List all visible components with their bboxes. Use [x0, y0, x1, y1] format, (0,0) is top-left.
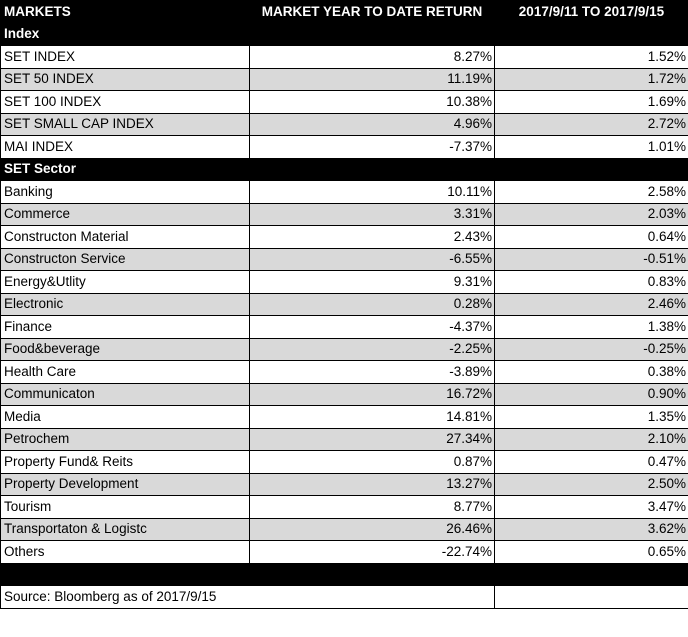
ytd-return-cell: 4.96%	[250, 113, 495, 136]
market-name-cell: Energy&Utlity	[1, 271, 250, 294]
week-return-cell: 2.10%	[495, 428, 688, 451]
table-row	[1, 181, 688, 204]
spacer-cell	[1, 563, 688, 585]
table-row	[1, 68, 688, 91]
market-name-cell: Media	[1, 406, 250, 429]
header-markets: MARKETS	[1, 1, 250, 24]
week-return-cell: 1.35%	[495, 406, 688, 429]
table-row	[1, 541, 688, 564]
week-return-cell: 0.65%	[495, 541, 688, 564]
ytd-return-cell: 10.11%	[250, 181, 495, 204]
market-name-cell: Tourism	[1, 496, 250, 519]
table-row	[1, 271, 688, 294]
header-ytd-return: MARKET YEAR TO DATE RETURN	[250, 1, 495, 24]
ytd-return-cell: 3.31%	[250, 203, 495, 226]
ytd-return-cell: -3.89%	[250, 361, 495, 384]
ytd-return-cell: -7.37%	[250, 136, 495, 159]
table-row	[1, 338, 688, 361]
market-name-cell: Constructon Service	[1, 248, 250, 271]
ytd-return-cell: 8.27%	[250, 46, 495, 69]
market-name-cell: MAI INDEX	[1, 136, 250, 159]
table-row	[1, 203, 688, 226]
source-row	[1, 585, 688, 608]
week-return-cell: 2.03%	[495, 203, 688, 226]
market-name-cell: SET SMALL CAP INDEX	[1, 113, 250, 136]
week-return-cell: 1.72%	[495, 68, 688, 91]
market-name-cell: SET INDEX	[1, 46, 250, 69]
week-return-cell: 2.46%	[495, 293, 688, 316]
market-name-cell: Property Development	[1, 473, 250, 496]
market-name-cell: Others	[1, 541, 250, 564]
ytd-return-cell: 0.28%	[250, 293, 495, 316]
ytd-return-cell: 16.72%	[250, 383, 495, 406]
ytd-return-cell: 9.31%	[250, 271, 495, 294]
market-name-cell: Banking	[1, 181, 250, 204]
header-row	[1, 1, 688, 24]
table-row	[1, 91, 688, 114]
week-return-cell: -0.25%	[495, 338, 688, 361]
market-name-cell: Electronic	[1, 293, 250, 316]
week-return-cell: 0.83%	[495, 271, 688, 294]
ytd-return-cell: 14.81%	[250, 406, 495, 429]
ytd-return-cell: 26.46%	[250, 518, 495, 541]
market-name-cell: Food&beverage	[1, 338, 250, 361]
section-title-sector: SET Sector	[1, 158, 688, 181]
market-name-cell: Commerce	[1, 203, 250, 226]
week-return-cell: 0.64%	[495, 226, 688, 249]
table-row	[1, 428, 688, 451]
table-row	[1, 226, 688, 249]
table-row	[1, 293, 688, 316]
table-row	[1, 451, 688, 474]
ytd-return-cell: 10.38%	[250, 91, 495, 114]
ytd-return-cell: 11.19%	[250, 68, 495, 91]
ytd-return-cell: 0.87%	[250, 451, 495, 474]
source-blank-cell	[495, 585, 688, 608]
market-name-cell: Transportaton & Logistc	[1, 518, 250, 541]
market-name-cell: SET 100 INDEX	[1, 91, 250, 114]
ytd-return-cell: -22.74%	[250, 541, 495, 564]
section-title-index: Index	[1, 23, 688, 46]
table-row	[1, 383, 688, 406]
week-return-cell: 1.52%	[495, 46, 688, 69]
week-return-cell: 3.47%	[495, 496, 688, 519]
table-row	[1, 518, 688, 541]
market-name-cell: Constructon Material	[1, 226, 250, 249]
week-return-cell: 1.69%	[495, 91, 688, 114]
spacer-row	[1, 563, 688, 585]
header-week-range: 2017/9/11 TO 2017/9/15	[495, 1, 688, 24]
ytd-return-cell: -4.37%	[250, 316, 495, 339]
week-return-cell: 0.47%	[495, 451, 688, 474]
ytd-return-cell: 8.77%	[250, 496, 495, 519]
week-return-cell: 2.58%	[495, 181, 688, 204]
market-name-cell: SET 50 INDEX	[1, 68, 250, 91]
ytd-return-cell: -2.25%	[250, 338, 495, 361]
table-row	[1, 406, 688, 429]
week-return-cell: 1.38%	[495, 316, 688, 339]
week-return-cell: 1.01%	[495, 136, 688, 159]
week-return-cell: 2.72%	[495, 113, 688, 136]
table-row	[1, 46, 688, 69]
source-note: Source: Bloomberg as of 2017/9/15	[1, 585, 495, 608]
ytd-return-cell: 2.43%	[250, 226, 495, 249]
section-header-sector	[1, 158, 688, 181]
table-row	[1, 113, 688, 136]
table-row	[1, 316, 688, 339]
week-return-cell: 3.62%	[495, 518, 688, 541]
ytd-return-cell: 13.27%	[250, 473, 495, 496]
market-name-cell: Communicaton	[1, 383, 250, 406]
market-name-cell: Finance	[1, 316, 250, 339]
table-row	[1, 136, 688, 159]
market-name-cell: Property Fund& Reits	[1, 451, 250, 474]
market-name-cell: Health Care	[1, 361, 250, 384]
market-name-cell: Petrochem	[1, 428, 250, 451]
table-body	[1, 1, 688, 609]
ytd-return-cell: 27.34%	[250, 428, 495, 451]
ytd-return-cell: -6.55%	[250, 248, 495, 271]
table-row	[1, 496, 688, 519]
table-row	[1, 361, 688, 384]
week-return-cell: 0.38%	[495, 361, 688, 384]
table-row	[1, 248, 688, 271]
section-header-index	[1, 23, 688, 46]
week-return-cell: -0.51%	[495, 248, 688, 271]
week-return-cell: 0.90%	[495, 383, 688, 406]
week-return-cell: 2.50%	[495, 473, 688, 496]
table-row	[1, 473, 688, 496]
